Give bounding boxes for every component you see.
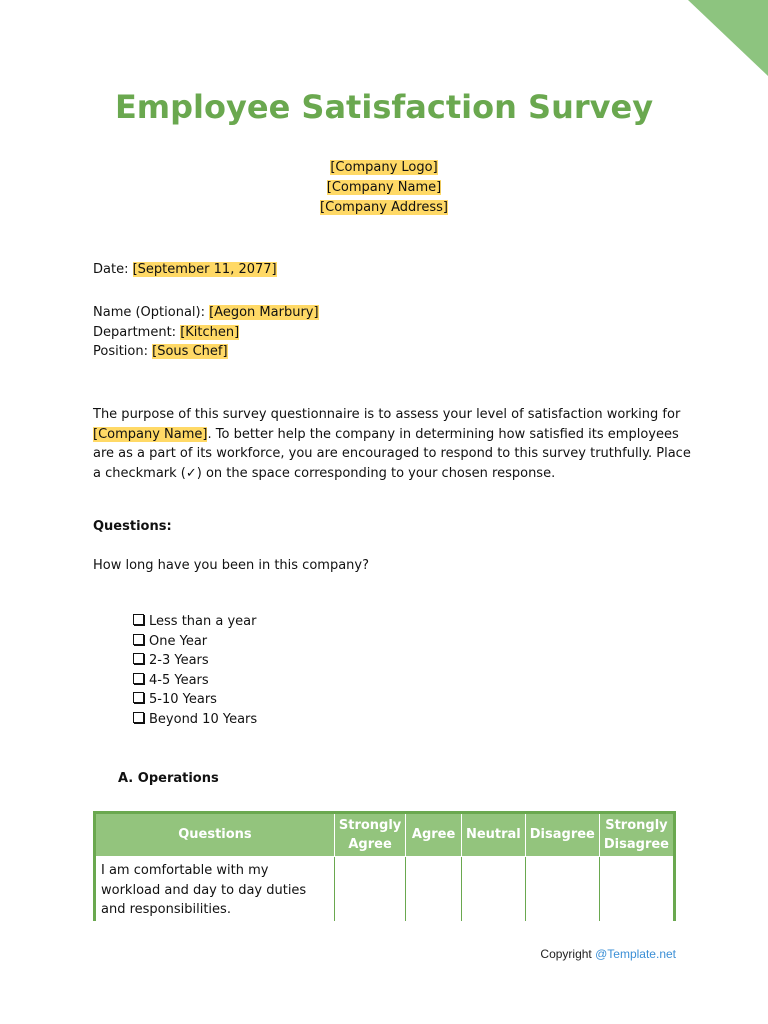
checkbox-icon[interactable]: [133, 653, 144, 664]
department-label: Department:: [93, 324, 181, 340]
date-label: Date:: [93, 262, 133, 277]
checkbox-icon[interactable]: [133, 614, 144, 625]
company-name-placeholder: [Company Name]: [326, 180, 442, 195]
option-item[interactable]: [133, 710, 257, 730]
option-label: 5-10 Years: [149, 692, 217, 707]
position-row: [93, 342, 319, 362]
position-value: [Sous Chef]: [152, 344, 228, 359]
checkbox-icon[interactable]: [133, 692, 144, 703]
question-tenure: How long have you been in this company?: [93, 558, 370, 573]
tenure-options: [133, 612, 257, 729]
date-row: [93, 260, 277, 280]
option-label: Less than a year: [149, 614, 257, 629]
company-logo-placeholder: [Company Logo]: [330, 160, 438, 175]
brand-link[interactable]: @Template.net: [595, 947, 676, 961]
response-cell-strongly-agree[interactable]: [334, 857, 405, 922]
option-item[interactable]: [133, 651, 257, 671]
response-cell-agree[interactable]: [406, 857, 462, 922]
header-questions: Questions: [95, 813, 335, 857]
department-row: [93, 323, 319, 343]
checkbox-icon[interactable]: [133, 634, 144, 645]
row-question: I am comfortable with my workload and day to day duties and responsibilities.: [95, 857, 335, 922]
option-label: Beyond 10 Years: [149, 711, 258, 727]
option-item[interactable]: [133, 690, 257, 710]
footer-copyright: [540, 947, 676, 961]
header-disagree: Disagree: [525, 813, 599, 857]
header-neutral: Neutral: [461, 813, 525, 857]
option-item[interactable]: [133, 632, 257, 652]
purpose-paragraph: [93, 405, 693, 483]
checkbox-icon[interactable]: [133, 712, 144, 723]
response-cell-strongly-disagree[interactable]: [599, 857, 674, 922]
response-cell-neutral[interactable]: [461, 857, 525, 922]
option-label: 4-5 Years: [149, 672, 209, 688]
table-row: [95, 857, 675, 922]
document-title: Employee Satisfaction Survey: [114, 88, 654, 126]
corner-decoration: [688, 0, 768, 76]
section-heading-operations: A. Operations: [118, 771, 219, 786]
header-strongly-disagree: Strongly Disagree: [599, 813, 674, 857]
company-address-placeholder: [Company Address]: [320, 200, 448, 215]
name-label: Name (Optional):: [93, 305, 210, 320]
position-label: Position:: [93, 344, 153, 359]
option-item[interactable]: [133, 671, 257, 691]
operations-table: [93, 811, 676, 921]
header-strongly-agree: Strongly Agree: [334, 813, 405, 857]
employee-info: [93, 303, 319, 362]
option-label: 2-3 Years: [149, 653, 209, 668]
purpose-company-name: [Company Name]: [93, 426, 208, 442]
name-row: [93, 303, 319, 323]
option-label: One Year: [149, 633, 208, 649]
questions-heading: Questions:: [93, 519, 172, 534]
table-header-row: [95, 813, 675, 857]
company-block: [0, 158, 768, 218]
header-agree: Agree: [406, 813, 462, 857]
name-value: [Aegon Marbury]: [209, 305, 319, 320]
checkbox-icon[interactable]: [133, 673, 144, 684]
date-value: [September 11, 2077]: [132, 262, 277, 277]
purpose-text-1: The purpose of this survey questionnaire is to assess your level of satisfaction working for: [93, 407, 681, 422]
purpose-text-2: . To better help the company in determining how satisfied its employees are as a part of its workforce, you are encouraged to respond to this survey truthfully. Place a checkmark (✓) on the space corresponding to your chosen response.: [93, 426, 691, 481]
copyright-label: Copyright: [540, 947, 596, 961]
response-cell-disagree[interactable]: [525, 857, 599, 922]
department-value: [Kitchen]: [180, 324, 240, 340]
option-item[interactable]: [133, 612, 257, 632]
operations-table-wrapper: [93, 811, 676, 921]
